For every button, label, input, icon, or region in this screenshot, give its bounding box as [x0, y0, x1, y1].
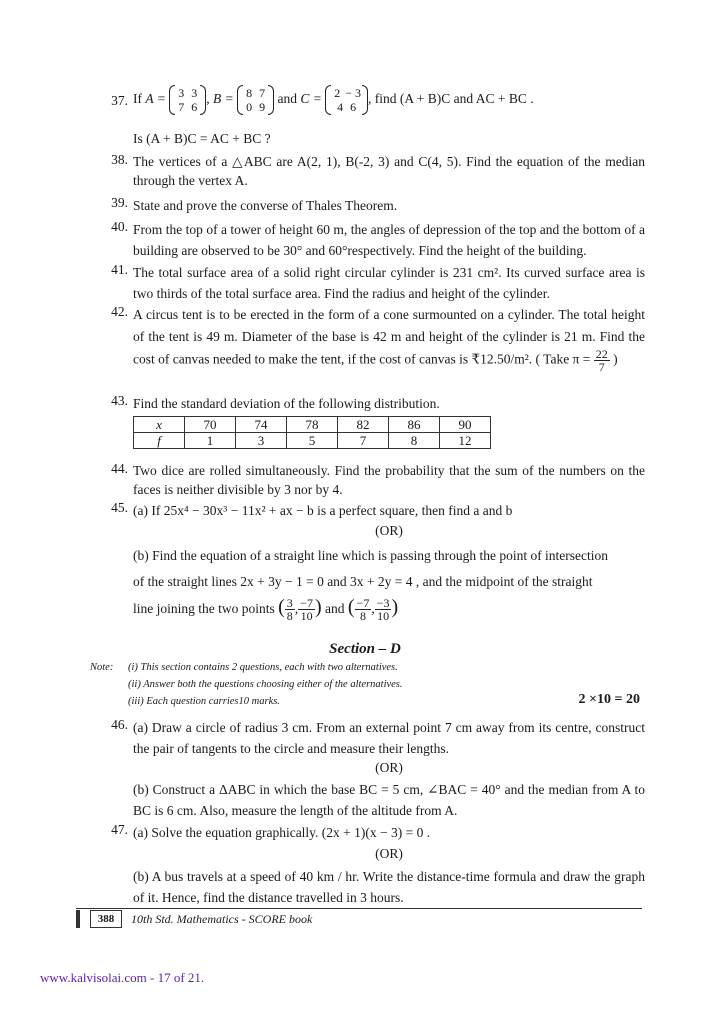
- or-label: (OR): [375, 523, 403, 538]
- matrix-a: 3 3 7 6: [169, 86, 206, 114]
- question-text: The total surface area of a solid right circular cylinder is 231 cm². Its curved surface area is two thirds of the total surface area. Find the radius and height of the cylinder.: [133, 265, 645, 301]
- question-number: 43.: [111, 393, 128, 408]
- table-row: [134, 433, 491, 449]
- table-cell: 74: [236, 417, 287, 433]
- fraction-22-7: $\frac{22}{7}$: [595, 347, 608, 374]
- question-number: 42.: [111, 304, 128, 319]
- question-text: State and prove the converse of Thales Theorem.: [133, 198, 398, 213]
- matrix-c-label: C =: [300, 91, 322, 106]
- q37-and: and: [277, 91, 297, 106]
- table-cell: 1: [185, 433, 236, 449]
- or-label: (OR): [375, 760, 403, 775]
- matrix-c: 2 − 3 4 6: [325, 86, 368, 114]
- question-number: 37.: [111, 93, 128, 108]
- question-text: A circus tent is to be erected in the form of a cone surmounted on a cylinder. The total height of the tent is 49 m. Diameter of the base is 42 m and height of the cylinder is 21 m. Find the cost of canvas needed to make the tent, if the cost of canvas is ₹12.50/m². ( Take π = $\frac{22}{7}$ ): [133, 307, 645, 374]
- footer-rule: [76, 908, 642, 909]
- question-text: From the top of a tower of height 60 m, the angles of depression of the top and the bottom of a building are observed to be 30° and 60°respectively. Find the height of the building.: [133, 222, 645, 258]
- question-number: 39.: [111, 195, 128, 210]
- question-number: 47.: [111, 822, 128, 837]
- table-cell: 5: [287, 433, 338, 449]
- question-text: The vertices of a △ABC are A(2, 1), B(-2, 3) and C(4, 5). Find the equation of the median through the vertex A.: [133, 154, 645, 188]
- page-number: 388: [90, 910, 122, 928]
- q37-tail: , find (A + B)C and AC + BC .: [368, 91, 534, 106]
- fraction: $\frac{-7}{8}$: [356, 596, 370, 624]
- question-part-a: (a) If 25x⁴ − 30x³ − 11x² + ax − b is a perfect square, then find a and b: [133, 503, 513, 518]
- question-number: 38.: [111, 152, 128, 167]
- question-number: 41.: [111, 262, 128, 277]
- matrix-b: 8 7 0 9: [237, 86, 274, 114]
- table-header-f: f: [134, 433, 185, 449]
- note-item: (ii) Answer both the questions choosing either of the alternatives.: [128, 679, 403, 690]
- question-part-b: (b) Construct a ΔABC in which the base BC = 5 cm, ∠BAC = 40° and the median from A to BC is 6 cm. Also, measure the length of the altitude from A.: [133, 782, 645, 818]
- matrix-b-label: B =: [213, 91, 234, 106]
- question-part-b-line2: of the straight lines 2x + 3y − 1 = 0 and 3x + 2y = 4 , and the midpoint of the straight: [133, 574, 593, 589]
- table-cell: 12: [440, 433, 491, 449]
- table-header-x: x: [134, 417, 185, 433]
- note-item: (i) This section contains 2 questions, each with two alternatives.: [128, 662, 398, 673]
- question-part-a: (a) Solve the equation graphically. (2x + 1)(x − 3) = 0 .: [133, 825, 431, 840]
- table-cell: 78: [287, 417, 338, 433]
- note-item: (iii) Each question carries10 marks.: [128, 696, 280, 707]
- question-number: 40.: [111, 219, 128, 234]
- table-cell: 82: [338, 417, 389, 433]
- or-label: (OR): [375, 846, 403, 861]
- question-part-a: (a) Draw a circle of radius 3 cm. From an external point 7 cm away from its centre, construct the pair of tangents to the circle and measure their lengths.: [133, 720, 645, 756]
- matrix-a-label: A =: [145, 91, 166, 106]
- fraction: $\frac{-3}{10}$: [376, 596, 390, 624]
- table-row: [134, 417, 491, 433]
- table-cell: 7: [338, 433, 389, 449]
- question-number: 44.: [111, 461, 128, 476]
- fraction: $\frac{3}{8}$: [286, 596, 293, 624]
- q37-if: If: [133, 91, 142, 106]
- table-cell: 86: [389, 417, 440, 433]
- site-link[interactable]: www.kalvisolai.com - 17 of 21.: [40, 970, 205, 985]
- table-cell: 70: [185, 417, 236, 433]
- question-part-b: (b) Find the equation of a straight line which is passing through the point of intersection: [133, 548, 609, 563]
- question-text: Find the standard deviation of the following distribution.: [133, 396, 440, 411]
- question-number: 46.: [111, 717, 128, 732]
- distribution-table: [133, 416, 491, 449]
- footer-bar: [76, 910, 80, 928]
- q37-line2: Is (A + B)C = AC + BC ?: [133, 131, 271, 146]
- section-marks: 2 ×10 = 20: [578, 692, 640, 707]
- question-part-b-line3: line joining the two points ( $\frac{3}{8}$ , $\frac{-7}{10}$ ) and ( $\frac{-7}{8}$ , $\frac{-3}{10}$ ): [133, 596, 399, 624]
- fraction: $\frac{-7}{10}$: [300, 596, 313, 624]
- question-number: 45.: [111, 500, 128, 515]
- book-title: 10th Std. Mathematics - SCORE book: [131, 912, 313, 926]
- table-cell: 90: [440, 417, 491, 433]
- table-cell: 3: [236, 433, 287, 449]
- question-part-b: (b) A bus travels at a speed of 40 km / hr. Write the distance-time formula and draw the graph of it. Hence, find the distance travelled in 3 hours.: [133, 869, 645, 905]
- question-text: Two dice are rolled simultaneously. Find the probability that the sum of the numbers on the faces is neither divisible by 3 nor by 4.: [133, 463, 645, 497]
- note-label: Note:: [90, 662, 114, 673]
- table-cell: 8: [389, 433, 440, 449]
- section-title: Section – D: [329, 641, 401, 657]
